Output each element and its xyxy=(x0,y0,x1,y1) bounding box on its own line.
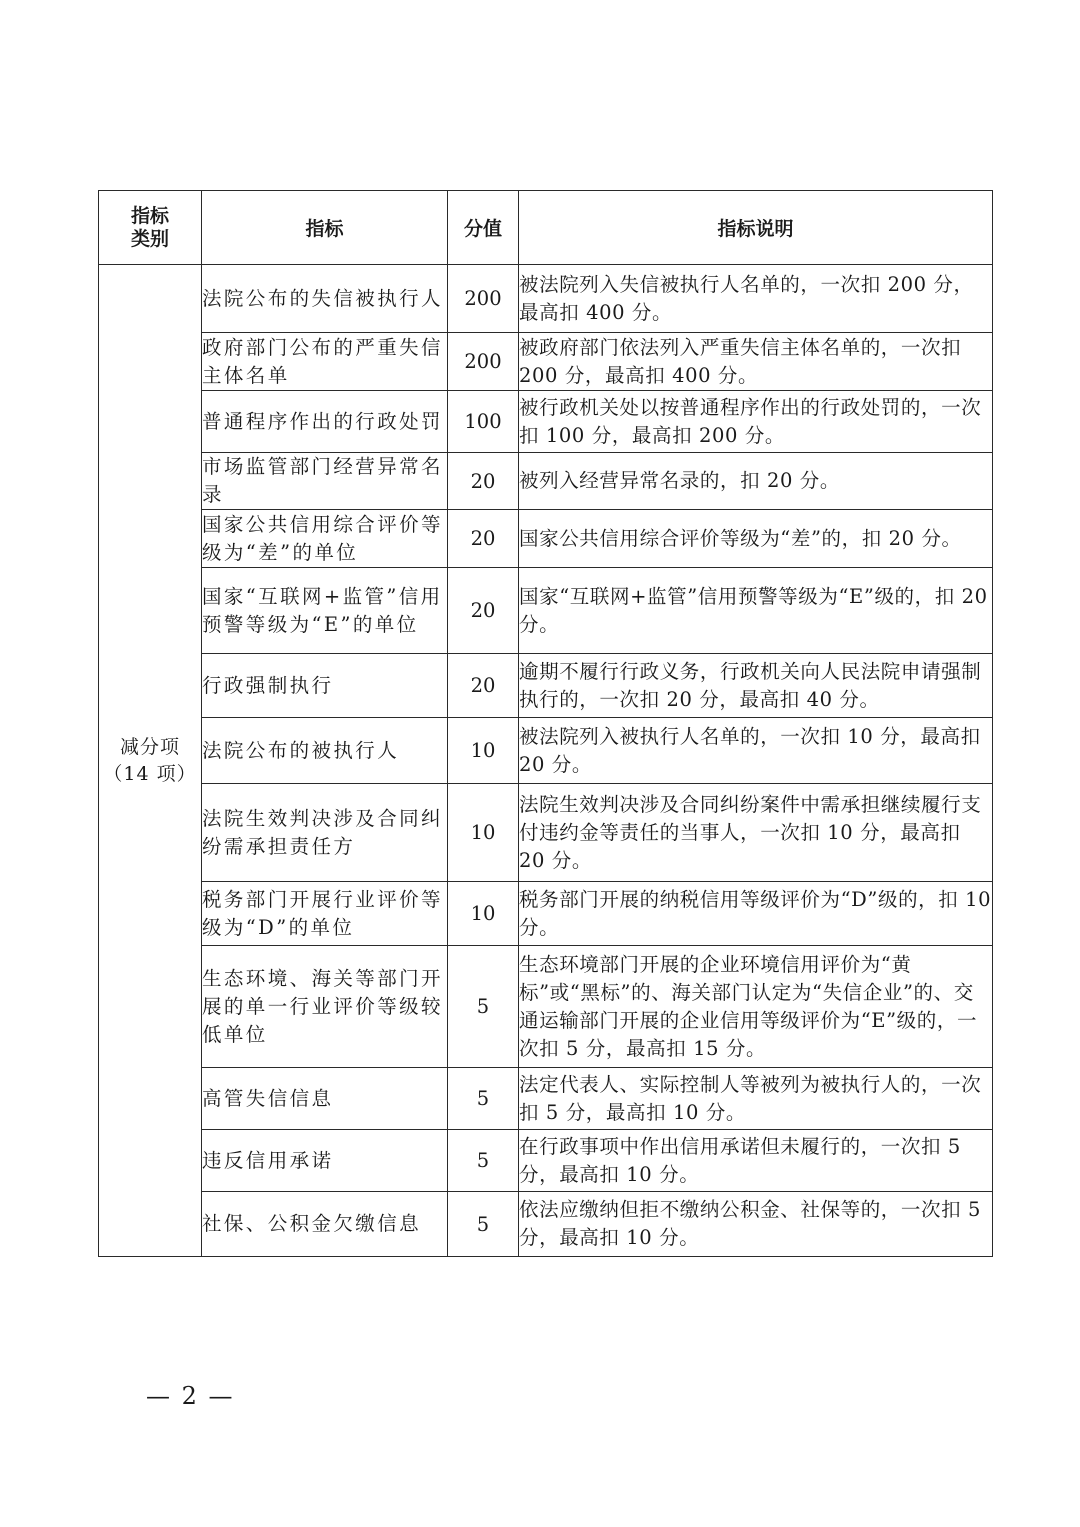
table-row xyxy=(99,1192,993,1257)
table-row xyxy=(99,391,993,453)
score-cell: 5 xyxy=(448,1068,519,1130)
score-cell: 10 xyxy=(448,718,519,784)
score-cell: 5 xyxy=(448,946,519,1068)
indicator-cell: 国家“互联网+监管”信用预警等级为“E”的单位 xyxy=(202,568,448,654)
table-row xyxy=(99,1130,993,1192)
indicator-cell: 市场监管部门经营异常名录 xyxy=(202,453,448,510)
page-number: — 2 — xyxy=(146,1382,235,1410)
header-indicator: 指标 xyxy=(202,191,448,265)
description-cell: 生态环境部门开展的企业环境信用评价为“黄标”或“黑标”的、海关部门认定为“失信企业”的、交通运输部门开展的企业信用等级评价为“E”级的，一次扣 5 分，最高扣 15 分。 xyxy=(519,946,993,1068)
score-cell: 20 xyxy=(448,453,519,510)
score-cell: 100 xyxy=(448,391,519,453)
description-cell: 税务部门开展的纳税信用等级评价为“D”级的，扣 10 分。 xyxy=(519,882,993,946)
description-cell: 被政府部门依法列入严重失信主体名单的，一次扣 200 分，最高扣 400 分。 xyxy=(519,333,993,391)
description-cell: 被列入经营异常名录的，扣 20 分。 xyxy=(519,453,993,510)
description-cell: 依法应缴纳但拒不缴纳公积金、社保等的，一次扣 5 分，最高扣 10 分。 xyxy=(519,1192,993,1257)
score-cell: 20 xyxy=(448,654,519,718)
indicator-cell: 法院公布的失信被执行人 xyxy=(202,265,448,333)
score-cell: 200 xyxy=(448,265,519,333)
indicator-cell: 行政强制执行 xyxy=(202,654,448,718)
description-cell: 被法院列入失信被执行人名单的，一次扣 200 分，最高扣 400 分。 xyxy=(519,265,993,333)
header-category: 指标 类别 xyxy=(99,191,202,265)
score-cell: 200 xyxy=(448,333,519,391)
indicator-cell: 法院公布的被执行人 xyxy=(202,718,448,784)
description-cell: 被法院列入被执行人名单的，一次扣 10 分，最高扣 20 分。 xyxy=(519,718,993,784)
score-cell: 20 xyxy=(448,510,519,568)
indicator-table xyxy=(98,190,993,1257)
table-header-row xyxy=(99,191,993,265)
table-row xyxy=(99,946,993,1068)
header-score: 分值 xyxy=(448,191,519,265)
score-cell: 10 xyxy=(448,784,519,882)
table-row xyxy=(99,882,993,946)
indicator-cell: 社保、公积金欠缴信息 xyxy=(202,1192,448,1257)
table-row xyxy=(99,265,993,333)
description-cell: 国家公共信用综合评价等级为“差”的，扣 20 分。 xyxy=(519,510,993,568)
header-description: 指标说明 xyxy=(519,191,993,265)
indicator-cell: 高管失信信息 xyxy=(202,1068,448,1130)
table-row xyxy=(99,453,993,510)
description-cell: 在行政事项中作出信用承诺但未履行的，一次扣 5 分，最高扣 10 分。 xyxy=(519,1130,993,1192)
description-cell: 法定代表人、实际控制人等被列为被执行人的，一次扣 5 分，最高扣 10 分。 xyxy=(519,1068,993,1130)
description-cell: 逾期不履行行政义务，行政机关向人民法院申请强制执行的，一次扣 20 分，最高扣 40 分。 xyxy=(519,654,993,718)
indicator-cell: 法院生效判决涉及合同纠纷需承担责任方 xyxy=(202,784,448,882)
indicator-cell: 生态环境、海关等部门开展的单一行业评价等级较低单位 xyxy=(202,946,448,1068)
score-cell: 5 xyxy=(448,1192,519,1257)
table-row xyxy=(99,1068,993,1130)
score-cell: 20 xyxy=(448,568,519,654)
description-cell: 国家“互联网+监管”信用预警等级为“E”级的，扣 20 分。 xyxy=(519,568,993,654)
table-row xyxy=(99,654,993,718)
category-label: 减分项 （14 项） xyxy=(103,735,197,785)
score-cell: 10 xyxy=(448,882,519,946)
table-row xyxy=(99,333,993,391)
table-body xyxy=(99,265,993,1257)
indicator-cell: 政府部门公布的严重失信主体名单 xyxy=(202,333,448,391)
category-cell xyxy=(99,265,202,1257)
description-cell: 法院生效判决涉及合同纠纷案件中需承担继续履行支付违约金等责任的当事人，一次扣 10 分，最高扣 20 分。 xyxy=(519,784,993,882)
table-row xyxy=(99,510,993,568)
score-cell: 5 xyxy=(448,1130,519,1192)
table-row xyxy=(99,718,993,784)
indicator-cell: 普通程序作出的行政处罚 xyxy=(202,391,448,453)
table-row xyxy=(99,568,993,654)
description-cell: 被行政机关处以按普通程序作出的行政处罚的，一次扣 100 分，最高扣 200 分。 xyxy=(519,391,993,453)
table-row xyxy=(99,784,993,882)
indicator-cell: 违反信用承诺 xyxy=(202,1130,448,1192)
indicator-cell: 国家公共信用综合评价等级为“差”的单位 xyxy=(202,510,448,568)
indicator-cell: 税务部门开展行业评价等级为“D”的单位 xyxy=(202,882,448,946)
